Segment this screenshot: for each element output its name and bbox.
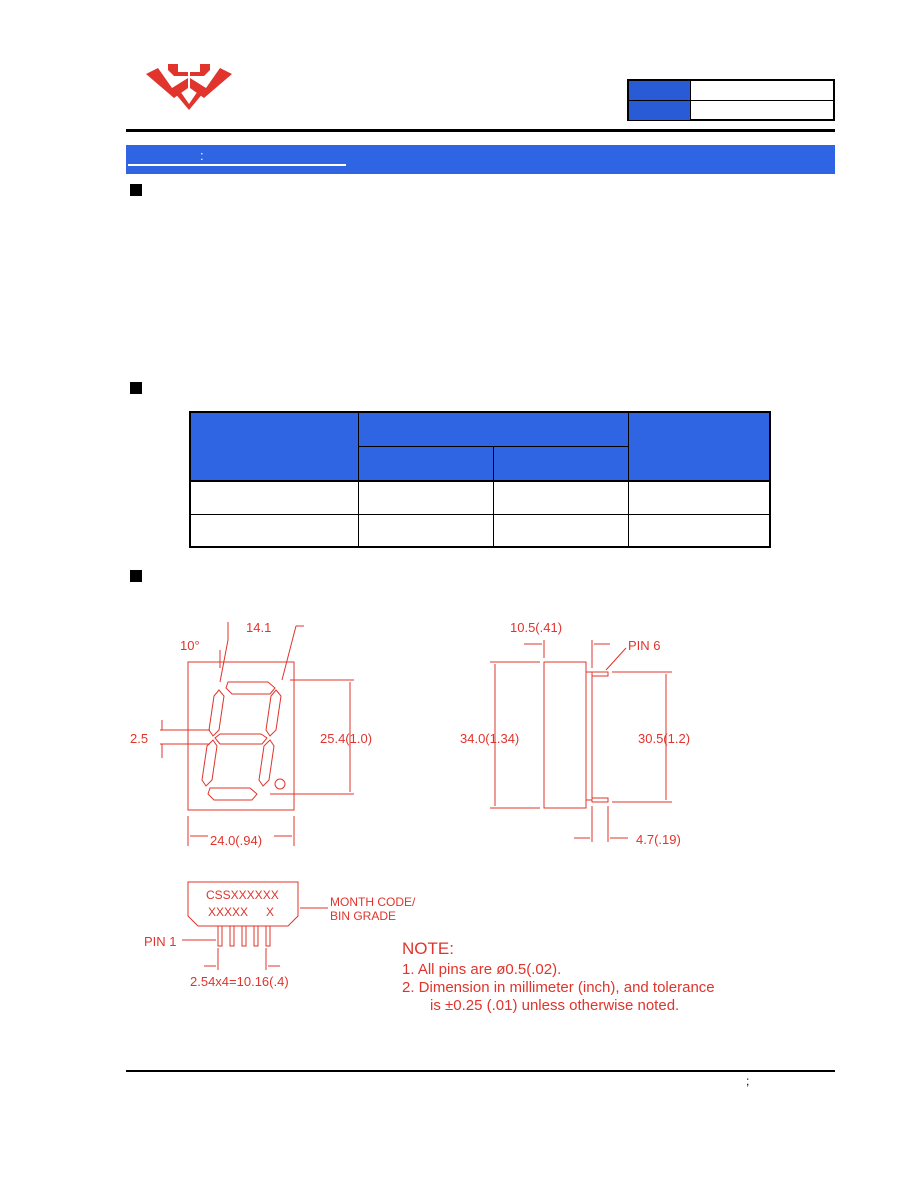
side-inner-height-label: 30.5(1.2) [638, 731, 691, 746]
header-info-row [629, 81, 833, 100]
footer-separator: ; [746, 1074, 750, 1088]
bottom-view [144, 882, 416, 989]
logo-mark-icon [144, 62, 234, 112]
spec-grid-line [493, 446, 494, 546]
pin6-leader [606, 648, 626, 670]
segment-g [215, 734, 267, 744]
bin-grade-label: BIN GRADE [330, 909, 397, 923]
header-rule [126, 129, 835, 132]
side-pin-bottom [592, 798, 608, 802]
pin1-label: PIN 1 [144, 934, 177, 949]
segment-d [208, 788, 257, 800]
side-pin-length-label: 4.7(.19) [636, 832, 681, 847]
spec-table [189, 411, 771, 548]
header-info-label [629, 81, 690, 100]
segment-b [266, 690, 281, 736]
side-body-step [586, 662, 592, 808]
part-code: X [266, 905, 275, 919]
header-info-label [629, 101, 690, 120]
part-line1: CSSXXXXXX [206, 888, 279, 902]
title-separator: : [200, 148, 204, 163]
section-bullet-icon [130, 184, 142, 196]
pin [242, 926, 246, 946]
pin-pitch-label: 2.54x4=10.16(.4) [190, 974, 289, 989]
pin [266, 926, 270, 946]
segment-e [202, 740, 217, 786]
note-line: 2. Dimension in millimeter (inch), and tolerance [402, 979, 715, 996]
spec-header-cell [629, 413, 769, 480]
header-info-table [627, 79, 835, 121]
side-height-label: 34.0(1.34) [460, 731, 520, 746]
spec-grid-line [191, 480, 769, 482]
side-body-outline [544, 662, 586, 808]
side-pin-label: PIN 6 [628, 638, 661, 653]
spec-header-cell [191, 413, 358, 480]
company-logo [144, 62, 234, 112]
title-underline [128, 164, 346, 166]
pin [230, 926, 234, 946]
digit-segments [202, 682, 285, 800]
front-angle-label: 10° [180, 638, 200, 653]
section-bullet-icon [130, 382, 142, 394]
package-drawing [120, 610, 840, 1020]
spec-header-cell [494, 447, 628, 480]
pin [218, 926, 222, 946]
front-digit-height-label: 25.4(1.0) [320, 731, 373, 746]
header-info-col-divider [690, 81, 691, 119]
side-depth-label: 10.5(.41) [510, 620, 563, 635]
spec-grid-line [628, 413, 629, 546]
side-pin-top [592, 672, 608, 676]
notes [402, 939, 715, 1014]
month-code-label: MONTH CODE/ [330, 895, 416, 909]
section-bullet-icon [130, 570, 142, 582]
front-width-label: 24.0(.94) [210, 833, 263, 848]
pin [254, 926, 258, 946]
spec-header-cell [359, 447, 493, 480]
spec-header-cell [359, 413, 628, 446]
front-top-width-label: 14.1 [246, 620, 272, 635]
segment-f [209, 690, 224, 736]
spec-grid-line [358, 413, 359, 546]
notes-title: NOTE: [402, 939, 454, 958]
header-info-row [629, 101, 833, 120]
segment-a [226, 682, 275, 694]
footer-rule [126, 1070, 835, 1072]
note-line: 1. All pins are ø0.5(.02). [402, 961, 562, 978]
slant-line [220, 640, 228, 682]
side-view [460, 620, 690, 847]
front-view [130, 620, 372, 848]
front-segment-offset-label: 2.5 [130, 731, 149, 746]
note-line: is ±0.25 (.01) unless otherwise noted. [430, 997, 680, 1014]
part-line2: XXXXX [208, 905, 249, 919]
spec-grid-line [191, 514, 769, 515]
segment-c [259, 740, 274, 786]
title-bar [126, 145, 835, 174]
decimal-point [275, 779, 285, 789]
